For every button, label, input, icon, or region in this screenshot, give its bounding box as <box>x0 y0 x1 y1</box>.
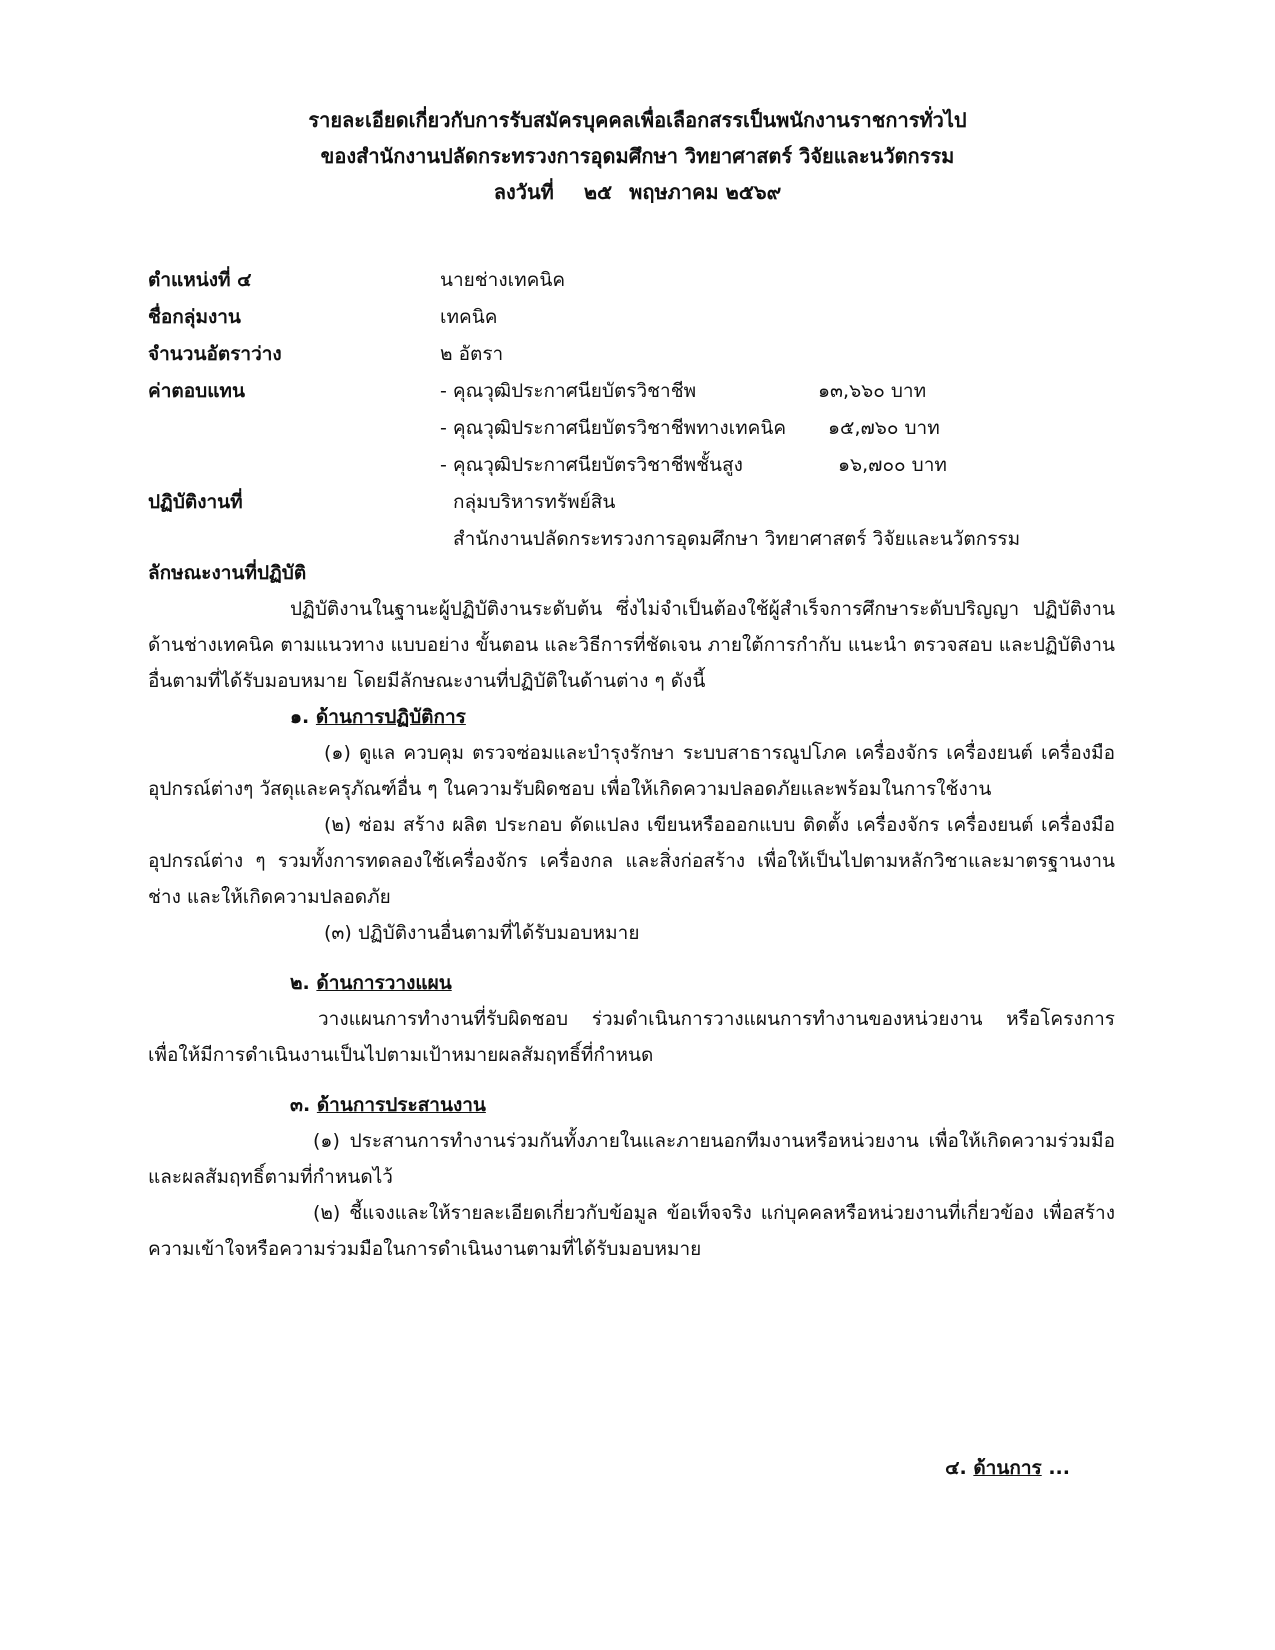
vacancy-value: ๒ อัตรา <box>440 343 504 365</box>
section-1-item-1: (๑) ดูแล ควบคุม ตรวจซ่อมและบำรุงรักษา ระบบสาธารณูปโภค เครื่องจักร เครื่องยนต์ เครื่องมือ อุปกรณ์ต่างๆ วัสดุและครุภัณฑ์อื่น ๆ ในความรับผิดชอบ เพื่อให้เกิดความปลอดภัยและพร้อมในการใช้งาน <box>148 742 1115 800</box>
info-row-group <box>148 299 1148 336</box>
section-2-text: วางแผนการทำงานที่รับผิดชอบ ร่วมดำเนินการวางแผนการทำงานของหน่วยงาน หรือโครงการ เพื่อให้มีการดำเนินงานเป็นไปตามเป้าหมายผลสัมฤทธิ์ที่กำหนด <box>148 1008 1115 1066</box>
section-3-number: ๓. <box>290 1094 311 1116</box>
position-value: นายช่างเทคนิค <box>440 269 566 291</box>
pay-label: ค่าตอบแทน <box>148 380 245 402</box>
section-1-item-2: (๒) ซ่อม สร้าง ผลิต ประกอบ ดัดแปลง เขียนหรือออกแบบ ติดตั้ง เครื่องจักร เครื่องยนต์ เครื่องมืออุปกรณ์ต่าง ๆ รวมทั้งการทดลองใช้เครื่องจักร เครื่องกล และสิ่งก่อสร้าง เพื่อให้เป็นไปตามหลักวิชาและมาตรฐานงานช่าง และให้เกิดความปลอดภัย <box>148 814 1115 908</box>
pay-qualification: - คุณวุฒิประกาศนียบัตรวิชาชีพชั้นสูง <box>440 454 743 476</box>
section-2-title: ด้านการวางแผน <box>316 972 452 994</box>
pay-qualification: - คุณวุฒิประกาศนียบัตรวิชาชีพ <box>440 380 697 402</box>
position-info <box>148 262 1148 558</box>
pay-amount: ๑๓,๖๖๐ บาท <box>818 380 927 402</box>
info-row-workplace-2 <box>148 521 1148 558</box>
section-3-item-1: (๑) ประสานการทำงานร่วมกันทั้งภายในและภายนอกทีมงานหรือหน่วยงาน เพื่อให้เกิดความร่วมมือและผลสัมฤทธิ์ตามที่กำหนดไว้ <box>148 1130 1115 1188</box>
section-1-heading <box>148 699 1115 735</box>
pay-qualification: - คุณวุฒิประกาศนียบัตรวิชาชีพทางเทคนิค <box>440 417 787 439</box>
page-continuation <box>945 1453 1070 1483</box>
info-row-workplace <box>148 484 1148 521</box>
section-2-number: ๒. <box>290 972 310 994</box>
document-header <box>0 102 1275 210</box>
header-line-1: รายละเอียดเกี่ยวกับการรับสมัครบุคคลเพื่อเลือกสรรเป็นพนักงานราชการทั่วไป <box>308 108 967 132</box>
section-1-number: ๑. <box>290 706 310 728</box>
continuation-number: ๔. <box>945 1457 967 1479</box>
group-label: ชื่อกลุ่มงาน <box>148 306 241 328</box>
pay-amount: ๑๕,๗๖๐ บาท <box>828 417 940 439</box>
duties-title: ลักษณะงานที่ปฏิบัติ <box>148 562 307 584</box>
date-day: ๒๕ <box>583 180 613 204</box>
continuation-ellipsis: ... <box>1048 1457 1070 1479</box>
duties-intro: ปฏิบัติงานในฐานะผู้ปฏิบัติงานระดับต้น ซึ่งไม่จำเป็นต้องใช้ผู้สำเร็จการศึกษาระดับปริญญา ปฏิบัติงานด้านช่างเทคนิค ตามแนวทาง แบบอย่าง ขั้นตอน และวิธีการที่ชัดเจน ภายใต้การกำกับ แนะนำ ตรวจสอบ และปฏิบัติงานอื่นตามที่ได้รับมอบหมาย โดยมีลักษณะงานที่ปฏิบัติในด้านต่าง ๆ ดังนี้ <box>148 598 1115 692</box>
section-2-heading <box>148 965 1115 1001</box>
section-3-title: ด้านการประสานงาน <box>316 1094 486 1116</box>
group-value: เทคนิค <box>440 306 498 328</box>
info-row-pay-2 <box>148 410 1148 447</box>
info-row-pay-1 <box>148 373 1148 410</box>
date-label: ลงวันที่ <box>493 180 554 204</box>
pay-amount: ๑๖,๗๐๐ บาท <box>838 454 947 476</box>
duties-section <box>148 555 1115 1267</box>
workplace-label: ปฏิบัติงานที่ <box>148 491 243 513</box>
continuation-text: ด้านการ <box>973 1457 1042 1479</box>
info-row-position <box>148 262 1148 299</box>
workplace-line-1: กลุ่มบริหารทรัพย์สิน <box>453 491 616 513</box>
info-row-pay-3 <box>148 447 1148 484</box>
section-1-item-3: (๓) ปฏิบัติงานอื่นตามที่ได้รับมอบหมาย <box>324 922 640 944</box>
workplace-line-2: สำนักงานปลัดกระทรวงการอุดมศึกษา วิทยาศาสตร์ วิจัยและนวัตกรรม <box>453 528 1021 550</box>
section-3-heading <box>148 1087 1115 1123</box>
date-month-year: พฤษภาคม ๒๕๖๙ <box>629 180 782 204</box>
header-line-2: ของสำนักงานปลัดกระทรวงการอุดมศึกษา วิทยาศาสตร์ วิจัยและนวัตกรรม <box>320 144 955 168</box>
vacancy-label: จำนวนอัตราว่าง <box>148 343 282 365</box>
section-3-item-2: (๒) ชี้แจงและให้รายละเอียดเกี่ยวกับข้อมูล ข้อเท็จจริง แก่บุคคลหรือหน่วยงานที่เกี่ยวข้อง เพื่อสร้างความเข้าใจหรือความร่วมมือในการดำเนินงานตามที่ได้รับมอบหมาย <box>148 1202 1115 1260</box>
info-row-vacancy <box>148 336 1148 373</box>
header-date-line <box>0 174 1275 210</box>
section-1-title: ด้านการปฏิบัติการ <box>315 706 466 728</box>
position-label: ตำแหน่งที่ ๔ <box>148 269 252 291</box>
